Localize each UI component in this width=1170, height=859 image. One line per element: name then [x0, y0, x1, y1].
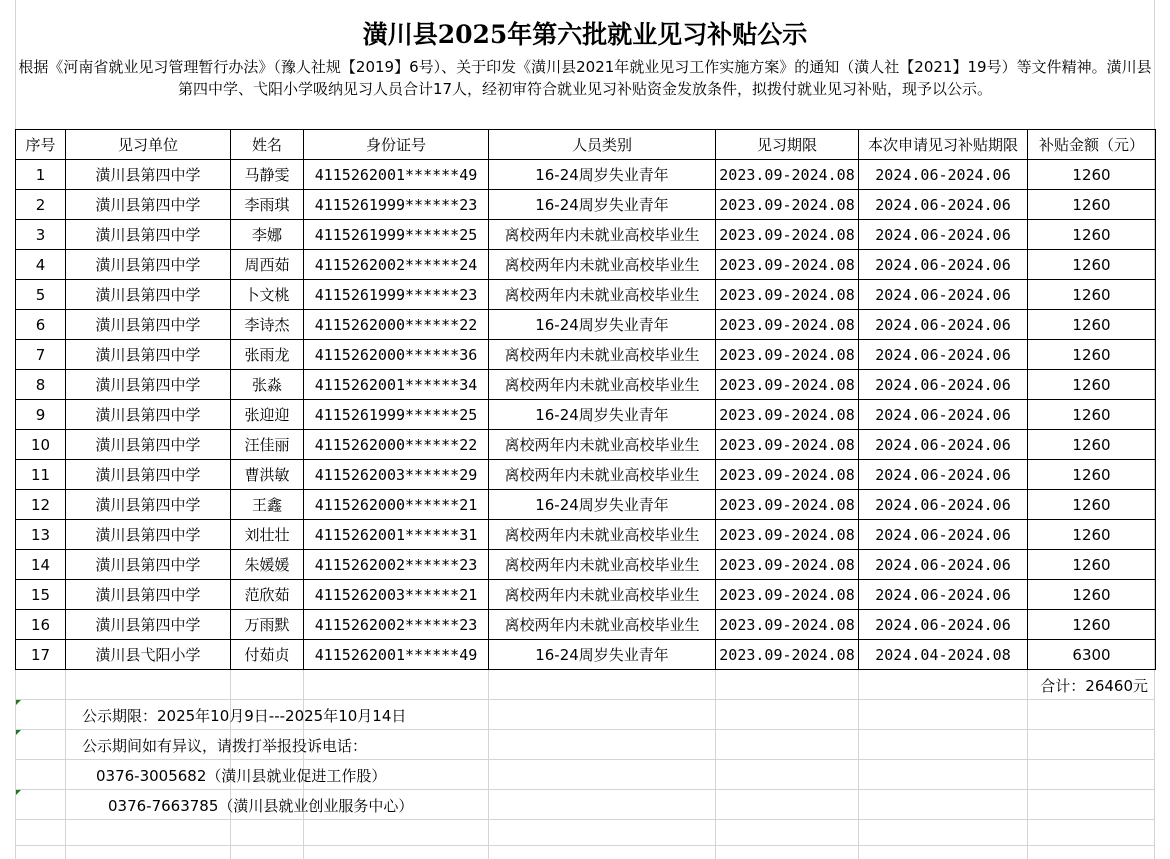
cell-name[interactable]: 曹洪敏 — [231, 460, 304, 490]
cell-category[interactable]: 离校两年内未就业高校毕业生 — [489, 430, 716, 460]
table-row — [16, 640, 1156, 670]
hotline-employment-promotion[interactable]: 0376-3005682（潢川县就业促进工作股） — [96, 767, 387, 785]
cell-amount[interactable]: 1260 — [1028, 160, 1156, 190]
header-internship-period[interactable]: 见习期限 — [716, 130, 859, 160]
cell-unit[interactable]: 潢川县第四中学 — [66, 430, 231, 460]
cell-name[interactable]: 卜文桃 — [231, 280, 304, 310]
cell-name[interactable]: 李诗杰 — [231, 310, 304, 340]
table-row — [16, 400, 1156, 430]
cell-id-number[interactable]: 4115261999******25 — [304, 400, 489, 430]
comment-marker-icon — [16, 700, 21, 705]
cell-name[interactable]: 李雨琪 — [231, 190, 304, 220]
page-title[interactable]: 潢川县2025年第六批就业见习补贴公示 — [362, 20, 808, 49]
table-row — [16, 310, 1156, 340]
cell-subsidy-period[interactable]: 2024.06-2024.06 — [859, 190, 1028, 220]
header-subsidy-period[interactable]: 本次申请见习补贴期限 — [859, 130, 1028, 160]
cell-index[interactable]: 13 — [16, 520, 66, 550]
cell-amount[interactable]: 1260 — [1028, 520, 1156, 550]
cell-internship-period[interactable]: 2023.09-2024.08 — [716, 580, 859, 610]
cell-id-number[interactable]: 4115262001******49 — [304, 160, 489, 190]
table-row — [16, 580, 1156, 610]
cell-amount[interactable]: 1260 — [1028, 370, 1156, 400]
cell-unit[interactable]: 潢川县第四中学 — [66, 610, 231, 640]
cell-internship-period[interactable]: 2023.09-2024.08 — [716, 640, 859, 670]
table-row — [16, 520, 1156, 550]
cell-internship-period[interactable]: 2023.09-2024.08 — [716, 160, 859, 190]
cell-amount[interactable]: 1260 — [1028, 400, 1156, 430]
cell-amount[interactable]: 1260 — [1028, 190, 1156, 220]
cell-index[interactable]: 2 — [16, 190, 66, 220]
cell-internship-period[interactable]: 2023.09-2024.08 — [716, 220, 859, 250]
cell-amount[interactable]: 1260 — [1028, 580, 1156, 610]
cell-index[interactable]: 9 — [16, 400, 66, 430]
cell-subsidy-period[interactable]: 2024.06-2024.06 — [859, 490, 1028, 520]
cell-category[interactable]: 离校两年内未就业高校毕业生 — [489, 250, 716, 280]
header-unit[interactable]: 见习单位 — [66, 130, 231, 160]
cell-amount[interactable]: 6300 — [1028, 640, 1156, 670]
cell-name[interactable]: 马静雯 — [231, 160, 304, 190]
cell-index[interactable]: 17 — [16, 640, 66, 670]
cell-name[interactable]: 张淼 — [231, 370, 304, 400]
cell-name[interactable]: 周西茹 — [231, 250, 304, 280]
cell-id-number[interactable]: 4115262000******36 — [304, 340, 489, 370]
cell-index[interactable]: 3 — [16, 220, 66, 250]
cell-internship-period[interactable]: 2023.09-2024.08 — [716, 400, 859, 430]
cell-index[interactable]: 7 — [16, 340, 66, 370]
cell-index[interactable]: 10 — [16, 430, 66, 460]
cell-subsidy-period[interactable]: 2024.06-2024.06 — [859, 460, 1028, 490]
cell-id-number[interactable]: 4115262001******31 — [304, 520, 489, 550]
cell-unit[interactable]: 潢川县第四中学 — [66, 460, 231, 490]
cell-id-number[interactable]: 4115262000******22 — [304, 430, 489, 460]
header-category[interactable]: 人员类别 — [489, 130, 716, 160]
cell-index[interactable]: 8 — [16, 370, 66, 400]
cell-subsidy-period[interactable]: 2024.06-2024.06 — [859, 430, 1028, 460]
cell-category[interactable]: 16-24周岁失业青年 — [489, 190, 716, 220]
cell-unit[interactable]: 潢川县第四中学 — [66, 550, 231, 580]
cell-category[interactable]: 离校两年内未就业高校毕业生 — [489, 340, 716, 370]
table-row — [16, 550, 1156, 580]
table-row — [16, 280, 1156, 310]
cell-id-number[interactable]: 4115262002******24 — [304, 250, 489, 280]
cell-id-number[interactable]: 4115261999******25 — [304, 220, 489, 250]
table-row — [16, 430, 1156, 460]
cell-name[interactable]: 张迎迎 — [231, 400, 304, 430]
cell-amount[interactable]: 1260 — [1028, 250, 1156, 280]
cell-subsidy-period[interactable]: 2024.06-2024.06 — [859, 400, 1028, 430]
notice-period[interactable]: 公示期限：2025年10月9日---2025年10月14日 — [82, 707, 407, 725]
table-row — [16, 190, 1156, 220]
cell-index[interactable]: 6 — [16, 310, 66, 340]
cell-index[interactable]: 16 — [16, 610, 66, 640]
cell-unit[interactable]: 潢川县第四中学 — [66, 520, 231, 550]
cell-subsidy-period[interactable]: 2024.06-2024.06 — [859, 580, 1028, 610]
cell-unit[interactable]: 潢川县第四中学 — [66, 280, 231, 310]
cell-category[interactable]: 16-24周岁失业青年 — [489, 310, 716, 340]
cell-internship-period[interactable]: 2023.09-2024.08 — [716, 370, 859, 400]
cell-unit[interactable]: 潢川县第四中学 — [66, 370, 231, 400]
cell-amount[interactable]: 1260 — [1028, 340, 1156, 370]
total-amount[interactable]: 合计：26460元 — [1040, 677, 1148, 695]
cell-internship-period[interactable]: 2023.09-2024.08 — [716, 280, 859, 310]
intro-paragraph[interactable]: 根据《河南省就业见习管理暂行办法》（豫人社规【2019】6号）、关于印发《潢川县2021年就业见习工作实施方案》的通知（潢人社【2021】19号）等文件精神。潢川县第四中学、弋阳小学吸纳见习人员合计17人，经初审符合就业见习补贴资金发放条件，拟拨付就业见习补贴，现予以公示。 — [18, 58, 1152, 98]
cell-unit[interactable]: 潢川县第四中学 — [66, 190, 231, 220]
cell-subsidy-period[interactable]: 2024.06-2024.06 — [859, 550, 1028, 580]
cell-amount[interactable]: 1260 — [1028, 280, 1156, 310]
table-row — [16, 250, 1156, 280]
cell-name[interactable]: 王鑫 — [231, 490, 304, 520]
cell-id-number[interactable]: 4115261999******23 — [304, 280, 489, 310]
table-row — [16, 490, 1156, 520]
cell-name[interactable]: 李娜 — [231, 220, 304, 250]
header-index[interactable]: 序号 — [16, 130, 66, 160]
cell-category[interactable]: 16-24周岁失业青年 — [489, 490, 716, 520]
cell-subsidy-period[interactable]: 2024.06-2024.06 — [859, 220, 1028, 250]
cell-subsidy-period[interactable]: 2024.06-2024.06 — [859, 160, 1028, 190]
cell-amount[interactable]: 1260 — [1028, 490, 1156, 520]
cell-category[interactable]: 离校两年内未就业高校毕业生 — [489, 520, 716, 550]
cell-index[interactable]: 5 — [16, 280, 66, 310]
cell-category[interactable]: 离校两年内未就业高校毕业生 — [489, 370, 716, 400]
cell-internship-period[interactable]: 2023.09-2024.08 — [716, 520, 859, 550]
table-row — [16, 370, 1156, 400]
cell-name[interactable]: 付茹贞 — [231, 640, 304, 670]
cell-unit[interactable]: 潢川县第四中学 — [66, 310, 231, 340]
cell-category[interactable]: 离校两年内未就业高校毕业生 — [489, 550, 716, 580]
cell-internship-period[interactable]: 2023.09-2024.08 — [716, 550, 859, 580]
cell-id-number[interactable]: 4115262003******29 — [304, 460, 489, 490]
cell-index[interactable]: 15 — [16, 580, 66, 610]
hotline-employment-service-center[interactable]: 0376-7663785（潢川县就业创业服务中心） — [108, 797, 414, 815]
cell-internship-period[interactable]: 2023.09-2024.08 — [716, 430, 859, 460]
cell-internship-period[interactable]: 2023.09-2024.08 — [716, 250, 859, 280]
cell-name[interactable]: 朱媛媛 — [231, 550, 304, 580]
cell-unit[interactable]: 潢川县第四中学 — [66, 580, 231, 610]
cell-amount[interactable]: 1260 — [1028, 220, 1156, 250]
cell-subsidy-period[interactable]: 2024.04-2024.08 — [859, 640, 1028, 670]
cell-internship-period[interactable]: 2023.09-2024.08 — [716, 340, 859, 370]
table-body — [16, 160, 1156, 670]
cell-index[interactable]: 12 — [16, 490, 66, 520]
cell-category[interactable]: 离校两年内未就业高校毕业生 — [489, 610, 716, 640]
cell-amount[interactable]: 1260 — [1028, 610, 1156, 640]
header-amount[interactable]: 补贴金额（元） — [1028, 130, 1156, 160]
objection-notice[interactable]: 公示期间如有异议，请拨打举报投诉电话： — [82, 737, 368, 755]
table-header-row — [16, 130, 1156, 160]
cell-name[interactable]: 汪佳丽 — [231, 430, 304, 460]
cell-amount[interactable]: 1260 — [1028, 460, 1156, 490]
cell-internship-period[interactable]: 2023.09-2024.08 — [716, 460, 859, 490]
cell-category[interactable]: 离校两年内未就业高校毕业生 — [489, 580, 716, 610]
cell-internship-period[interactable]: 2023.09-2024.08 — [716, 610, 859, 640]
cell-subsidy-period[interactable]: 2024.06-2024.06 — [859, 310, 1028, 340]
cell-category[interactable]: 16-24周岁失业青年 — [489, 400, 716, 430]
cell-id-number[interactable]: 4115262002******23 — [304, 550, 489, 580]
cell-category[interactable]: 16-24周岁失业青年 — [489, 640, 716, 670]
cell-id-number[interactable]: 4115262001******34 — [304, 370, 489, 400]
cell-category[interactable]: 离校两年内未就业高校毕业生 — [489, 460, 716, 490]
subsidy-table — [15, 129, 1156, 670]
cell-amount[interactable]: 1260 — [1028, 430, 1156, 460]
cell-category[interactable]: 离校两年内未就业高校毕业生 — [489, 220, 716, 250]
cell-index[interactable]: 14 — [16, 550, 66, 580]
cell-id-number[interactable]: 4115262000******22 — [304, 310, 489, 340]
cell-unit[interactable]: 潢川县弋阳小学 — [66, 640, 231, 670]
cell-unit[interactable]: 潢川县第四中学 — [66, 490, 231, 520]
cell-subsidy-period[interactable]: 2024.06-2024.06 — [859, 370, 1028, 400]
cell-internship-period[interactable]: 2023.09-2024.08 — [716, 490, 859, 520]
cell-internship-period[interactable]: 2023.09-2024.08 — [716, 190, 859, 220]
cell-unit[interactable]: 潢川县第四中学 — [66, 400, 231, 430]
table-row — [16, 340, 1156, 370]
cell-unit[interactable]: 潢川县第四中学 — [66, 340, 231, 370]
cell-amount[interactable]: 1260 — [1028, 550, 1156, 580]
comment-marker-icon — [16, 730, 21, 735]
cell-unit[interactable]: 潢川县第四中学 — [66, 160, 231, 190]
cell-unit[interactable]: 潢川县第四中学 — [66, 220, 231, 250]
cell-amount[interactable]: 1260 — [1028, 310, 1156, 340]
cell-unit[interactable]: 潢川县第四中学 — [66, 250, 231, 280]
cell-name[interactable]: 万雨默 — [231, 610, 304, 640]
cell-id-number[interactable]: 4115262003******21 — [304, 580, 489, 610]
cell-index[interactable]: 4 — [16, 250, 66, 280]
table-row — [16, 160, 1156, 190]
cell-id-number[interactable]: 4115262001******49 — [304, 640, 489, 670]
cell-subsidy-period[interactable]: 2024.06-2024.06 — [859, 520, 1028, 550]
cell-index[interactable]: 11 — [16, 460, 66, 490]
cell-id-number[interactable]: 4115262000******21 — [304, 490, 489, 520]
cell-id-number[interactable]: 4115262002******23 — [304, 610, 489, 640]
cell-subsidy-period[interactable]: 2024.06-2024.06 — [859, 280, 1028, 310]
comment-marker-icon — [16, 790, 21, 795]
cell-category[interactable]: 16-24周岁失业青年 — [489, 160, 716, 190]
cell-subsidy-period[interactable]: 2024.06-2024.06 — [859, 340, 1028, 370]
header-name[interactable]: 姓名 — [231, 130, 304, 160]
cell-id-number[interactable]: 4115261999******23 — [304, 190, 489, 220]
table-row — [16, 610, 1156, 640]
cell-internship-period[interactable]: 2023.09-2024.08 — [716, 310, 859, 340]
cell-name[interactable]: 刘壮壮 — [231, 520, 304, 550]
header-id-number[interactable]: 身份证号 — [304, 130, 489, 160]
cell-subsidy-period[interactable]: 2024.06-2024.06 — [859, 610, 1028, 640]
cell-subsidy-period[interactable]: 2024.06-2024.06 — [859, 250, 1028, 280]
table-row — [16, 220, 1156, 250]
cell-name[interactable]: 范欣茹 — [231, 580, 304, 610]
table-row — [16, 460, 1156, 490]
cell-name[interactable]: 张雨龙 — [231, 340, 304, 370]
cell-category[interactable]: 离校两年内未就业高校毕业生 — [489, 280, 716, 310]
cell-index[interactable]: 1 — [16, 160, 66, 190]
